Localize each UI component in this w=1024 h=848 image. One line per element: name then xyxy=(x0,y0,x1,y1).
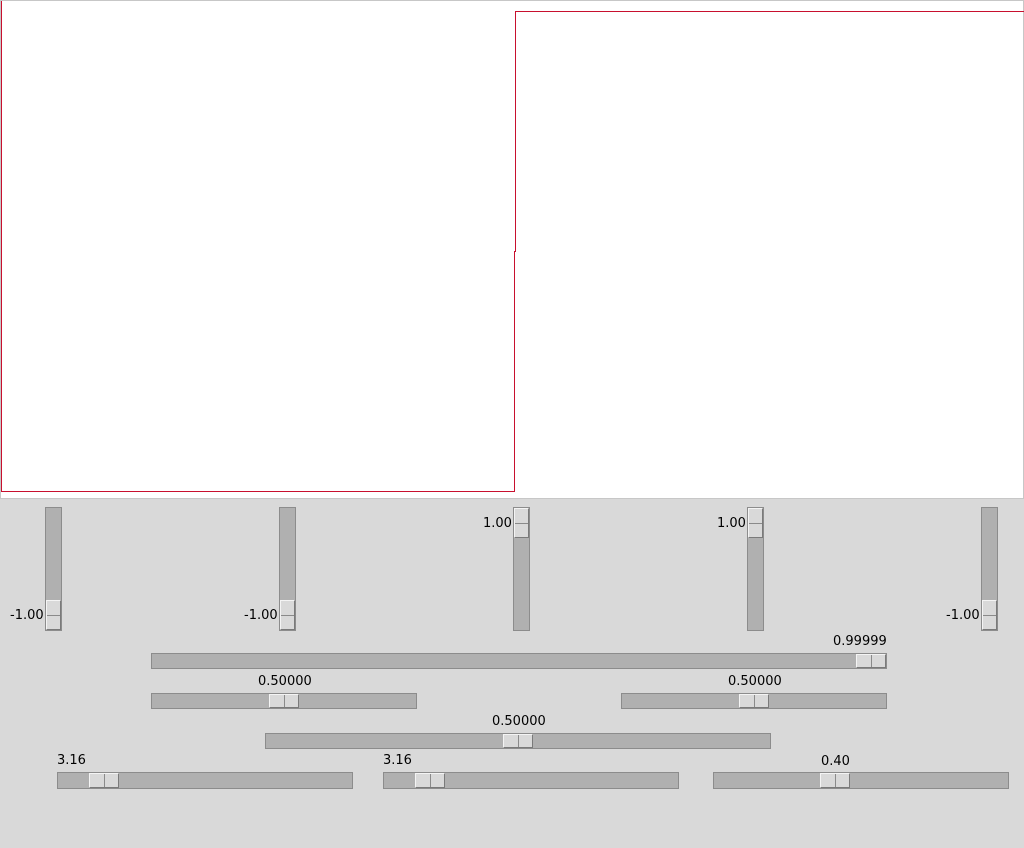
slider-thumb[interactable] xyxy=(739,694,769,708)
slider-thumb[interactable] xyxy=(503,734,533,748)
slider-value: 0.50000 xyxy=(728,674,782,689)
slider-thumb[interactable] xyxy=(280,600,295,630)
slider-value: -1.00 xyxy=(946,608,980,623)
slider-thumb[interactable] xyxy=(514,508,529,538)
slider-trough[interactable] xyxy=(151,653,887,669)
slider-thumb[interactable] xyxy=(46,600,61,630)
slider-value: 1.00 xyxy=(483,516,512,531)
plot-line-top xyxy=(515,11,1024,12)
slider-thumb[interactable] xyxy=(269,694,299,708)
slider-thumb[interactable] xyxy=(856,654,886,668)
slider-value: -1.00 xyxy=(10,608,44,623)
plot-line-rise xyxy=(515,11,516,252)
slider-value: 1.00 xyxy=(717,516,746,531)
slider-value: 0.40 xyxy=(821,754,850,769)
plot-line-bottom xyxy=(1,491,515,492)
slider-trough[interactable] xyxy=(713,772,1009,789)
slider-value: 0.99999 xyxy=(833,634,887,649)
slider-value: 0.50000 xyxy=(492,714,546,729)
slider-thumb[interactable] xyxy=(820,773,850,788)
slider-thumb[interactable] xyxy=(415,773,445,788)
slider-value: 3.16 xyxy=(57,753,86,768)
slider-value: 3.16 xyxy=(383,753,412,768)
plot-line-left xyxy=(1,1,2,492)
slider-value: 0.50000 xyxy=(258,674,312,689)
slider-value: -1.00 xyxy=(244,608,278,623)
slider-thumb[interactable] xyxy=(982,600,997,630)
plot-line-step xyxy=(514,251,515,492)
slider-thumb[interactable] xyxy=(89,773,119,788)
slider-thumb[interactable] xyxy=(748,508,763,538)
